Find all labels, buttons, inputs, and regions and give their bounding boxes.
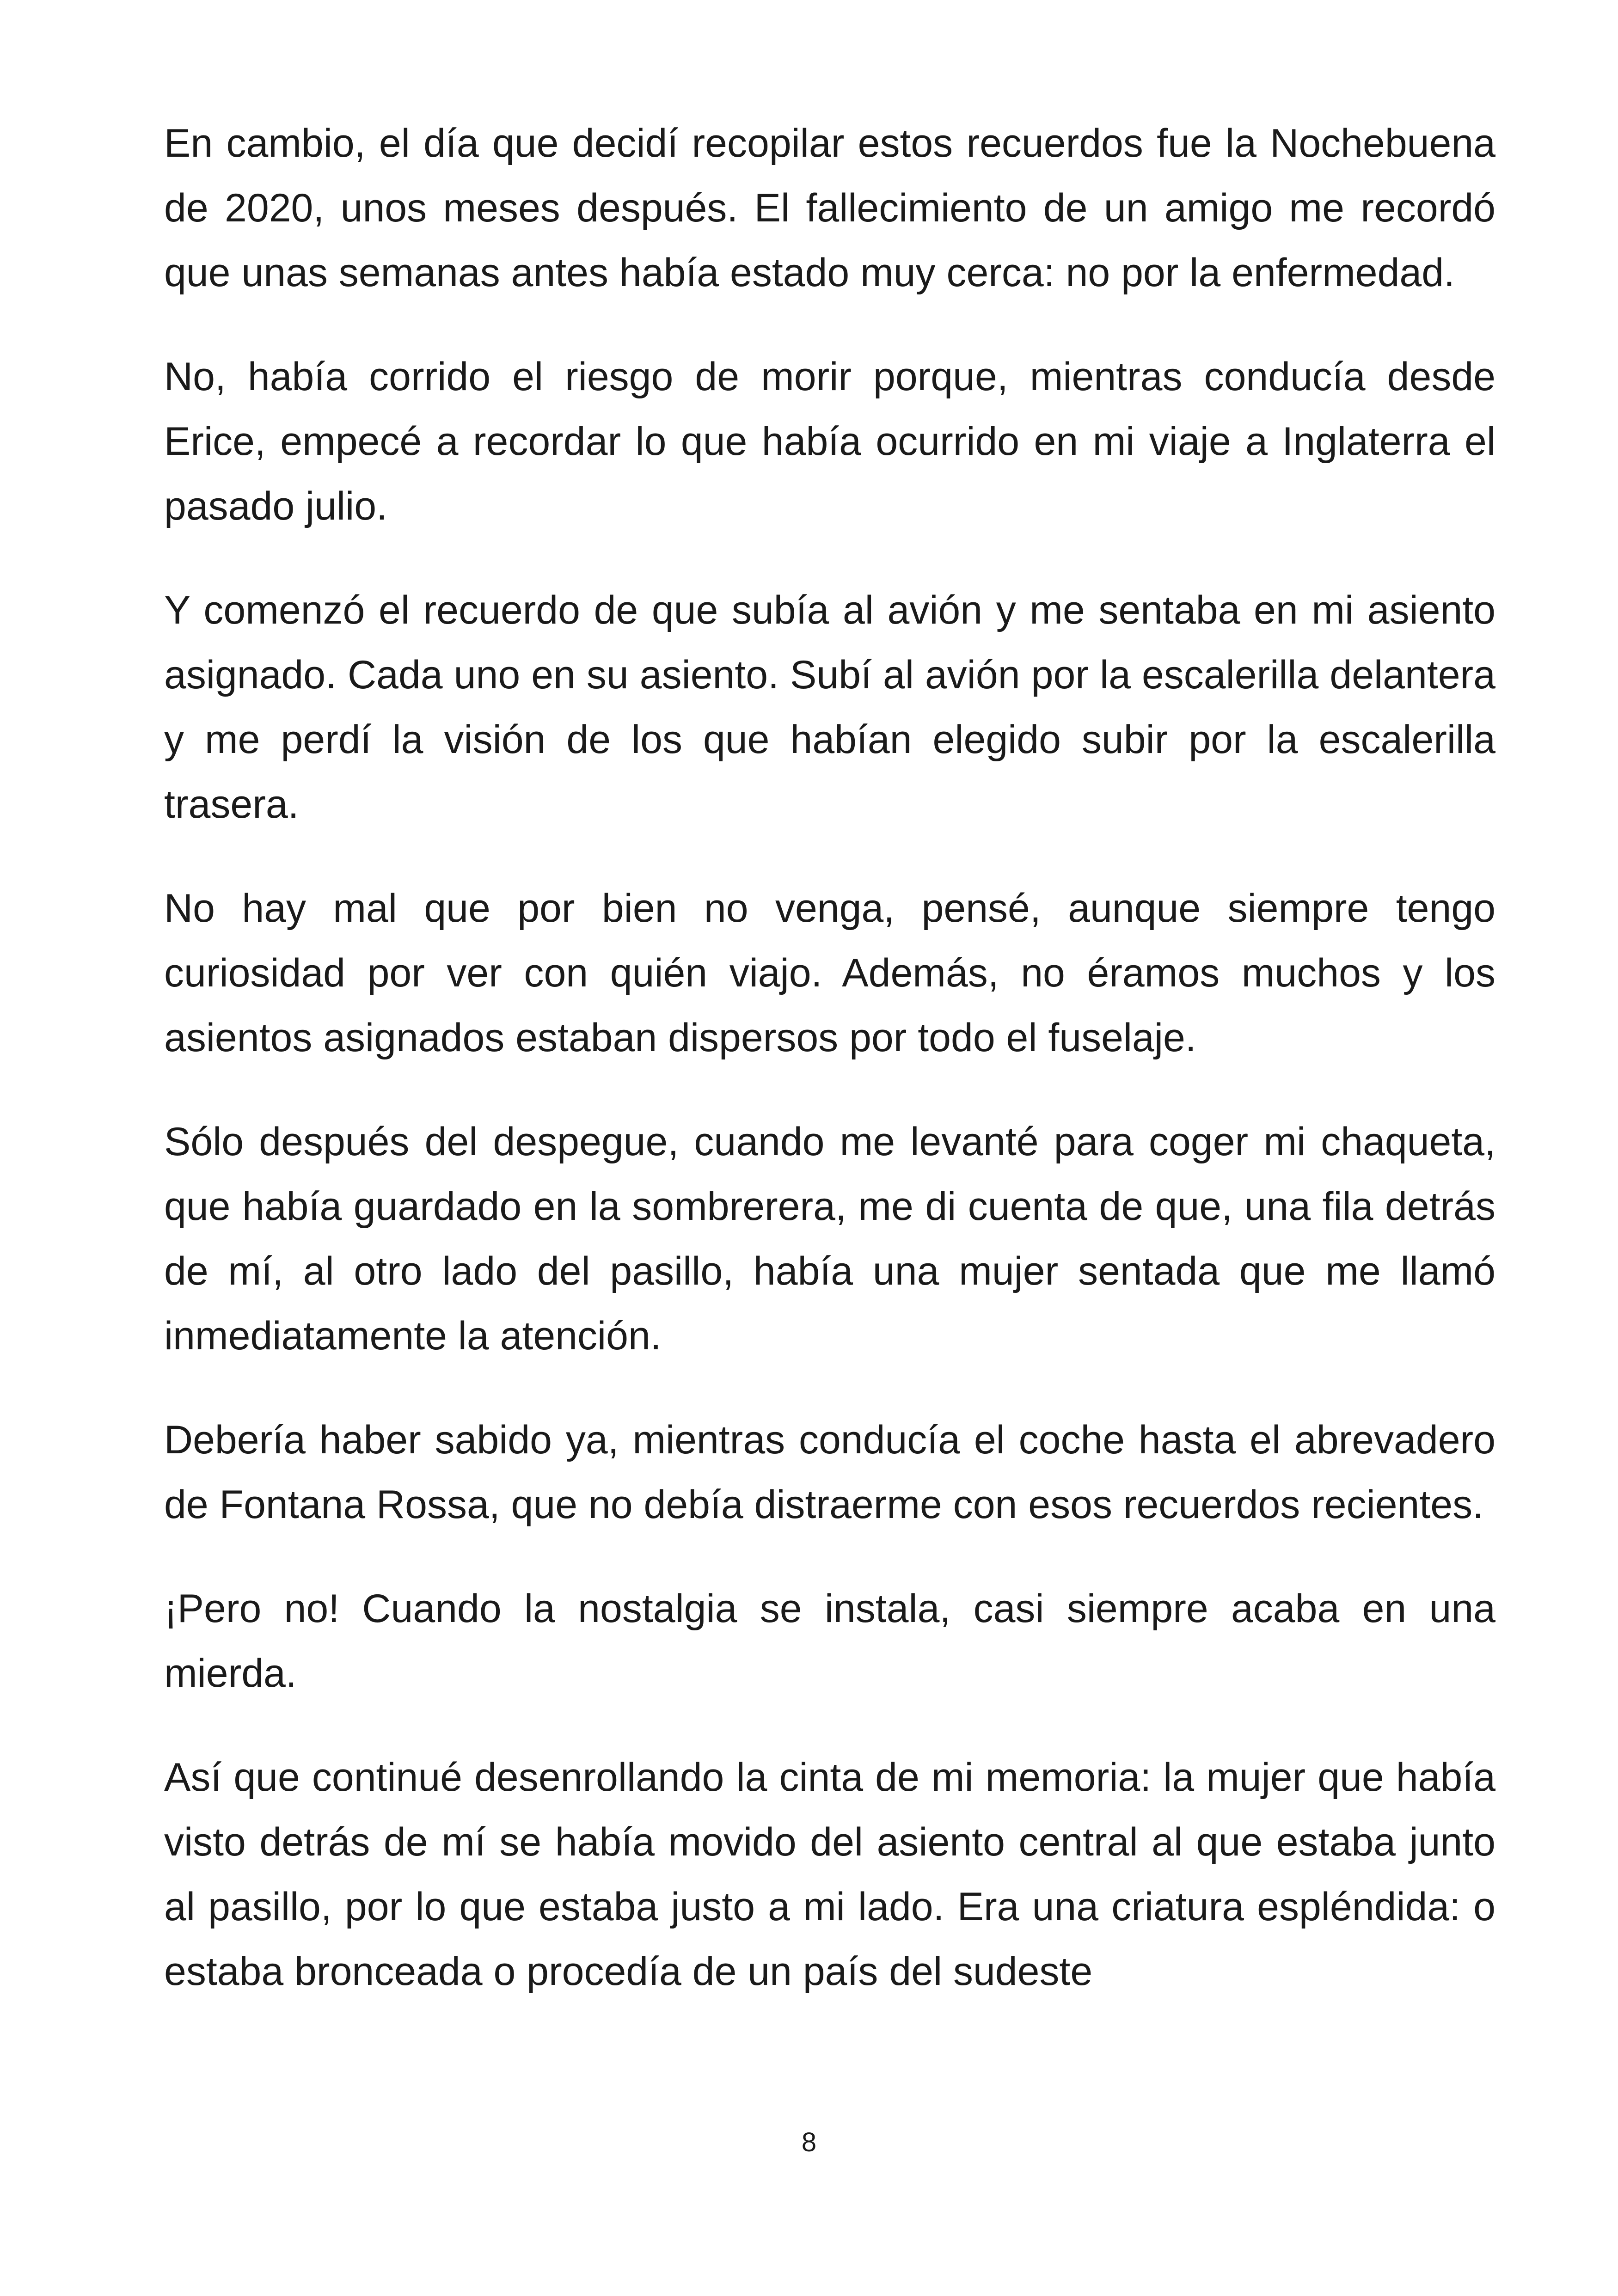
paragraph: No, había corrido el riesgo de morir porque, mientras conducía desde Erice, empecé a recordar lo que había ocurrido en mi viaje a Inglaterra el pasado julio. (164, 355, 1495, 528)
body-text (164, 111, 1495, 2004)
paragraph: ¡Pero no! Cuando la nostalgia se instala, casi siempre acaba en una mierda. (164, 1586, 1495, 1696)
paragraph: En cambio, el día que decidí recopilar estos recuerdos fue la Nochebuena de 2020, unos meses después. El fallecimiento de un amigo me recordó que unas semanas antes había estado muy cerca: no por la enfermedad. (164, 121, 1495, 295)
paragraph: Y comenzó el recuerdo de que subía al avión y me sentaba en mi asiento asignado. Cada uno en su asiento. Subí al avión por la escalerilla delantera y me perdí la visión de los que habían elegido subir por la escalerilla trasera. (164, 588, 1495, 827)
paragraph: Debería haber sabido ya, mientras conducía el coche hasta el abrevadero de Fontana Rossa, que no debía distraerme con esos recuerdos recientes. (164, 1418, 1495, 1527)
paragraph: Así que continué desenrollando la cinta de mi memoria: la mujer que había visto detrás de mí se había movido del asiento central al que estaba junto al pasillo, por lo que estaba justo a mi lado. Era una criatura espléndida: o estaba bronceada o procedía de un país del sudeste (164, 1755, 1495, 1994)
paragraph: Sólo después del despegue, cuando me levanté para coger mi chaqueta, que había guardado en la sombrerera, me di cuenta de que, una fila detrás de mí, al otro lado del pasillo, había una mujer sentada que me llamó inmediatamente la atención. (164, 1120, 1495, 1358)
page-number: 8 (801, 2127, 817, 2157)
paragraph: No hay mal que por bien no venga, pensé, aunque siempre tengo curiosidad por ver con quién viajo. Además, no éramos muchos y los asientos asignados estaban dispersos por todo el fuselaje. (164, 886, 1495, 1060)
